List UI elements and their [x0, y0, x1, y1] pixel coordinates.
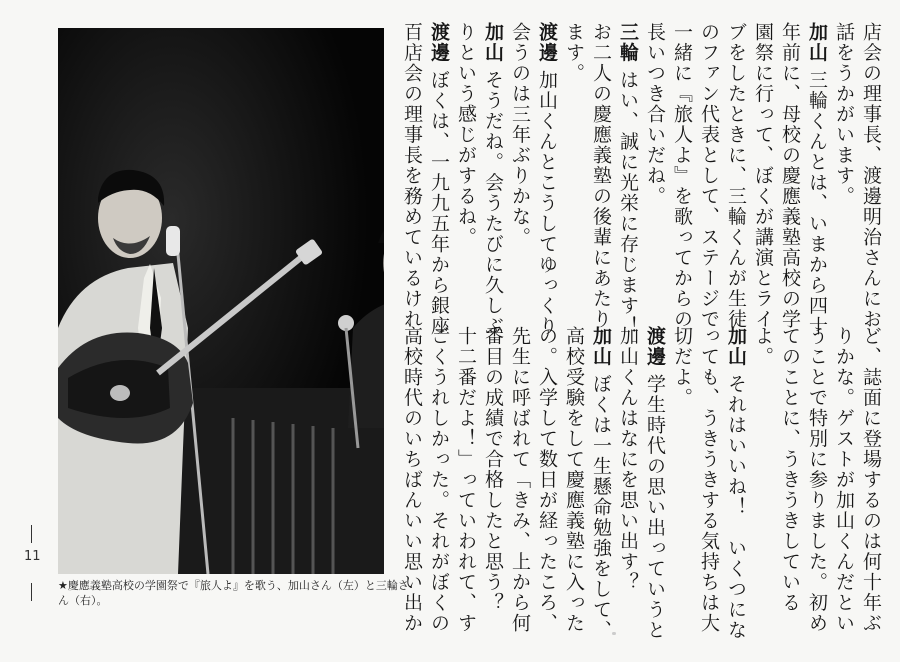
text-column [641, 326, 668, 641]
dialogue-text: 十二番だよ！」っていわれて、す [455, 326, 477, 634]
text-column [506, 22, 533, 320]
text-column [749, 22, 776, 330]
page-number [24, 525, 40, 605]
article-text-lower [398, 326, 884, 641]
dialogue-text: 切だよ。 [671, 326, 693, 408]
dialogue-text: 加山くんとこうしてゆっくり [536, 69, 558, 337]
dialogue-text: ぼくは一生懸命勉強をして、 [590, 373, 612, 641]
folio-rule-bottom [31, 583, 32, 601]
dialogue-text: ど、誌面に登場するのは何十年ぶ [860, 326, 882, 634]
speaker-name: 渡邊 [536, 22, 558, 63]
dialogue-text: ブをしたときに、三輪くんが生徒 [725, 22, 747, 330]
page-number-text: 11 [24, 549, 41, 564]
dialogue-text: っても、うきうきする気持ちは大 [698, 326, 720, 634]
text-column [668, 326, 695, 604]
text-column [830, 326, 857, 634]
dialogue-text: りという感じがするね。 [455, 22, 477, 248]
dialogue-text: 百店会の理事長を務めているけれ [401, 22, 423, 330]
dialogue-text: お二人の慶應義塾の後輩にあたり [590, 22, 612, 330]
dialogue-text: りかな。ゲストが加山くんだとい [833, 326, 855, 634]
speaker-name: 渡邊 [428, 22, 450, 63]
dialogue-text: そうだね。会うたびに久しぶ [482, 69, 504, 337]
dialogue-text: 話をうかがいます。 [833, 22, 855, 207]
text-column [506, 326, 533, 634]
text-column [749, 326, 776, 604]
text-column [452, 22, 479, 320]
dialogue-text: 年前に、母校の慶應義塾高校の学 [779, 22, 801, 330]
concert-photo [58, 28, 384, 574]
dialogue-text: 店会の理事長、渡邊明治さんにお [860, 22, 882, 330]
text-column [533, 326, 560, 634]
dialogue-text: てのことに、うきうきしている [779, 326, 801, 613]
dialogue-text: 一緒に『旅人よ』を歌ってからの [671, 22, 693, 330]
text-column [668, 22, 695, 330]
text-column [425, 326, 452, 634]
dialogue-text: 先生に呼ばれて「きみ、上から何 [509, 326, 531, 634]
text-column [830, 22, 857, 320]
dialogue-text: 学生時代の思い出っていうと [644, 373, 666, 641]
dialogue-text: 加山くんはなにを思い出す？ [617, 326, 639, 593]
text-column [587, 22, 614, 330]
speaker-name: 加山 [482, 22, 504, 63]
text-column [722, 22, 749, 330]
text-column [695, 22, 722, 330]
dialogue-text: 番目の成績で合格したと思う？ [482, 326, 504, 613]
text-column [641, 22, 668, 320]
speaker-name: 加山 [590, 326, 612, 367]
text-column [533, 22, 560, 337]
text-column [587, 326, 614, 641]
folio-rule-top [31, 525, 32, 543]
speaker-name: 渡邊 [644, 326, 666, 367]
dialogue-text: よ。 [752, 326, 774, 367]
speaker-name: 加山 [725, 326, 747, 367]
text-column [614, 22, 641, 337]
text-column [776, 326, 803, 613]
dialogue-text: 長いつき合いだね。 [644, 22, 666, 207]
text-column [803, 326, 830, 634]
text-column [425, 22, 452, 337]
text-column [398, 326, 425, 634]
dialogue-text: のファン代表として、ステージで [698, 22, 720, 330]
dialogue-text: それはいいね！ いくつにな [725, 373, 747, 641]
text-column [560, 22, 587, 320]
text-column [479, 22, 506, 337]
article-text-upper [398, 22, 884, 337]
text-column [560, 326, 587, 634]
dialogue-text: ます。 [563, 22, 585, 84]
dialogue-text: はい、誠に光栄に存じます！ [617, 69, 639, 337]
print-speck [612, 632, 616, 635]
dialogue-text: の。入学して数日が経ったころ、 [536, 326, 558, 634]
text-column [452, 326, 479, 634]
dialogue-text: 高校時代のいちばんいい思い出か [401, 326, 423, 634]
dialogue-text: 会うのは三年ぶりかな。 [509, 22, 531, 248]
dialogue-text: うことで特別に参りました。初め [806, 326, 828, 634]
text-column [722, 326, 749, 641]
text-column [614, 326, 641, 604]
text-column [776, 22, 803, 330]
photo-caption: ★慶應義塾高校の学園祭で『旅人よ』を歌う、加山さん（左）と三輪さん（右）。 [58, 579, 409, 607]
text-column [398, 22, 425, 330]
dialogue-text: 高校受験をして慶應義塾に入った [563, 326, 585, 634]
text-column [479, 326, 506, 613]
dialogue-text: ぼくは、一九九五年から銀座 [428, 69, 450, 337]
speaker-name: 加山 [806, 22, 828, 63]
text-column [695, 326, 722, 634]
speaker-name: 三輪 [617, 22, 639, 63]
dialogue-text: 三輪くんとは、いまから四十 [806, 69, 828, 337]
text-column [857, 326, 884, 634]
dialogue-text: 園祭に行って、ぼくが講演とライ [752, 22, 774, 330]
text-column [857, 22, 884, 330]
text-column [803, 22, 830, 337]
dialogue-text: ごくうれしかった。それがぼくの [428, 326, 450, 634]
